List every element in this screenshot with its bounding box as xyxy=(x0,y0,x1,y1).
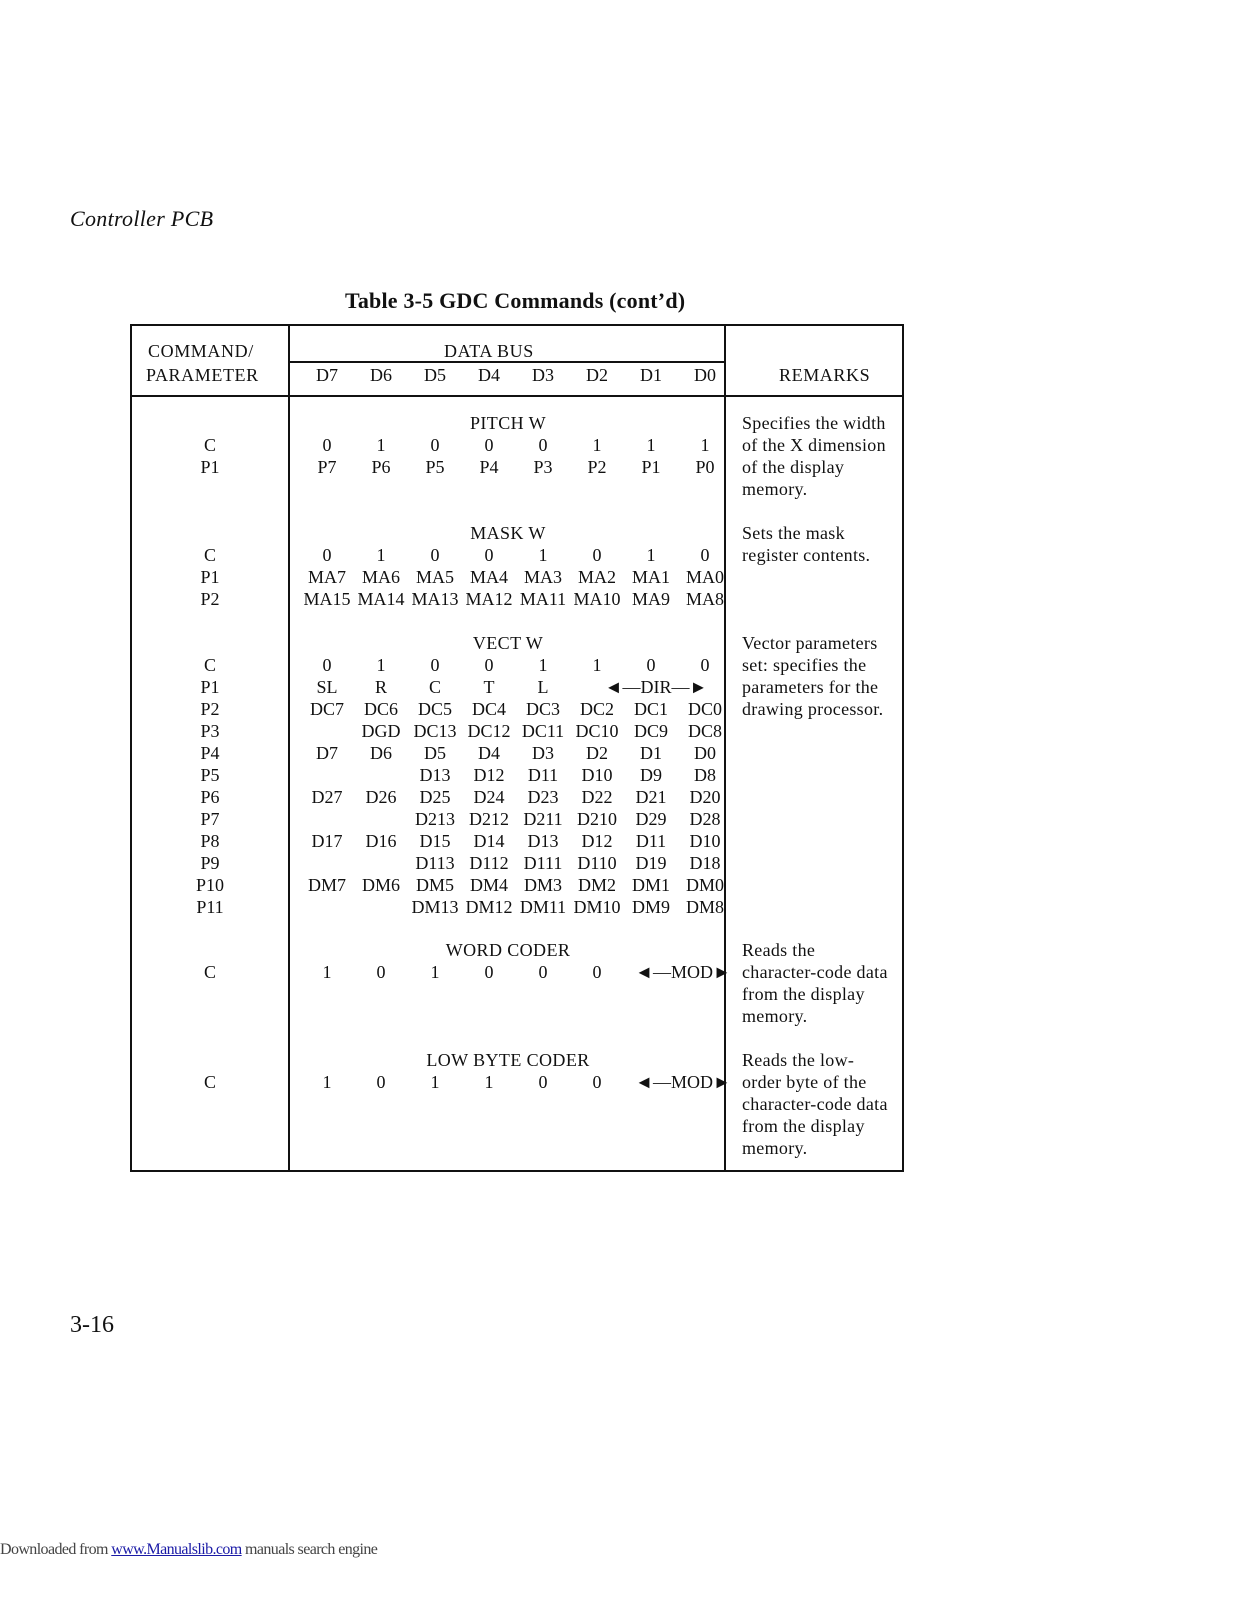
bit-cell: P6 xyxy=(371,457,391,477)
bit-cell: DM0 xyxy=(685,875,724,895)
bit-cell: 1 xyxy=(322,1072,332,1092)
footer-suffix: manuals search engine xyxy=(241,1541,378,1558)
page-number: 3-16 xyxy=(70,1312,114,1338)
remark-line: from the display xyxy=(742,1116,865,1136)
bit-cell: D7 xyxy=(316,743,338,763)
command-name: PITCH W xyxy=(470,413,546,433)
row-label: C xyxy=(203,1072,216,1092)
row-label: C xyxy=(203,435,216,455)
bit-cell: D3 xyxy=(532,743,554,763)
bit-cell: 0 xyxy=(700,655,710,675)
bit-cell: D4 xyxy=(478,743,500,763)
bit-cell: D0 xyxy=(694,743,716,763)
bit-cell: P5 xyxy=(425,457,445,477)
bit-cell: 0 xyxy=(430,545,440,565)
bit-cell: D18 xyxy=(689,853,721,873)
bit-header-d5: D5 xyxy=(424,365,446,385)
bit-cell: MA15 xyxy=(303,589,351,609)
remark-line: set: specifies the xyxy=(742,655,867,675)
remark-line: of the display xyxy=(742,457,845,477)
remark-line: parameters for the xyxy=(742,677,879,697)
remarks-header: REMARKS xyxy=(779,365,871,385)
bit-cell: 0 xyxy=(592,545,602,565)
bit-cell: D8 xyxy=(694,765,716,785)
bit-cell: D20 xyxy=(689,787,721,807)
bit-header-d1: D1 xyxy=(640,365,662,385)
running-head: Controller PCB xyxy=(70,206,214,231)
command-name: WORD CODER xyxy=(445,940,571,960)
bit-cell: 1 xyxy=(484,1072,494,1092)
bit-cell: D14 xyxy=(473,831,505,851)
bit-cell: DC2 xyxy=(579,699,614,719)
bit-cell: D113 xyxy=(415,853,455,873)
bit-cell: DC4 xyxy=(471,699,506,719)
bit-cell: P3 xyxy=(533,457,553,477)
bit-cell: MA13 xyxy=(411,589,459,609)
bit-cell: D112 xyxy=(469,853,509,873)
bit-cell: DM5 xyxy=(415,875,454,895)
remark-line: drawing processor. xyxy=(742,699,884,719)
bit-cell: 0 xyxy=(592,962,602,982)
bit-cell: MA9 xyxy=(631,589,670,609)
bit-header-d3: D3 xyxy=(532,365,554,385)
row-label: C xyxy=(203,545,216,565)
bit-cell: MA11 xyxy=(519,589,567,609)
bit-cell: 1 xyxy=(646,545,656,565)
row-label: P6 xyxy=(200,787,220,807)
bit-cell: D11 xyxy=(527,765,559,785)
row-label: P2 xyxy=(200,589,220,609)
bit-cell: D27 xyxy=(311,787,343,807)
row-label: P7 xyxy=(200,809,220,829)
bit-cell: 0 xyxy=(538,435,548,455)
bit-cell: D19 xyxy=(635,853,667,873)
bit-cell: DC12 xyxy=(467,721,511,741)
bit-cell: MA2 xyxy=(577,567,616,587)
remark-line: register contents. xyxy=(742,545,871,565)
bit-cell: D111 xyxy=(523,853,563,873)
bit-cell: P7 xyxy=(317,457,337,477)
bit-cell: MA0 xyxy=(685,567,724,587)
command-name: MASK W xyxy=(470,523,546,543)
bit-cell: 1 xyxy=(376,545,386,565)
bit-cell: DM7 xyxy=(307,875,346,895)
footer-prefix: Downloaded from xyxy=(0,1541,112,1558)
bit-cell: MA1 xyxy=(631,567,670,587)
row-label: P1 xyxy=(200,677,220,697)
remark-line: Reads the xyxy=(742,940,816,960)
bit-cell: D23 xyxy=(527,787,559,807)
bit-cell: 0 xyxy=(322,435,332,455)
download-footer xyxy=(0,1541,377,1559)
row-label: P8 xyxy=(200,831,220,851)
bit-cell: DM3 xyxy=(523,875,562,895)
command-remarks xyxy=(742,522,902,566)
bit-cell: D2 xyxy=(586,743,608,763)
bit-cell: DC10 xyxy=(575,721,619,741)
bit-cell: DM4 xyxy=(469,875,508,895)
bit-cell: 1 xyxy=(646,435,656,455)
bit-cell: DM9 xyxy=(631,897,670,917)
bit-cell: 0 xyxy=(484,545,494,565)
bit-cell: SL xyxy=(316,677,338,697)
bit-cell: 1 xyxy=(700,435,710,455)
bit-cell: 0 xyxy=(376,1072,386,1092)
bit-header-d7: D7 xyxy=(316,365,338,385)
bit-field-span: ◄—MOD► xyxy=(635,962,731,982)
bit-cell: D29 xyxy=(635,809,667,829)
bit-cell: 0 xyxy=(376,962,386,982)
bit-cell: P2 xyxy=(587,457,607,477)
bit-cell: 0 xyxy=(538,1072,548,1092)
bit-cell: 0 xyxy=(430,655,440,675)
bit-cell: 1 xyxy=(538,655,548,675)
bit-cell: D24 xyxy=(473,787,505,807)
remark-line: Vector parameters xyxy=(742,633,878,653)
bit-header-d2: D2 xyxy=(586,365,608,385)
bit-cell: D16 xyxy=(365,831,397,851)
bit-header-d6: D6 xyxy=(370,365,392,385)
bit-cell: D6 xyxy=(370,743,392,763)
bit-cell: DC7 xyxy=(309,699,344,719)
bit-cell: DC6 xyxy=(363,699,398,719)
bit-cell: 0 xyxy=(592,1072,602,1092)
gdc-commands-table xyxy=(130,324,904,1172)
bit-cell: D212 xyxy=(469,809,509,829)
bit-cell: MA10 xyxy=(573,589,621,609)
data-bus-header: DATA BUS xyxy=(444,341,534,361)
bit-cell: 0 xyxy=(646,655,656,675)
bit-cell: DM8 xyxy=(685,897,724,917)
bit-cell: 0 xyxy=(484,435,494,455)
bit-cell: D5 xyxy=(424,743,446,763)
bit-cell: P4 xyxy=(479,457,499,477)
bit-cell: D10 xyxy=(581,765,613,785)
bit-cell: MA7 xyxy=(307,567,346,587)
bit-cell: D9 xyxy=(640,765,662,785)
bit-cell: P1 xyxy=(641,457,661,477)
bit-cell: MA4 xyxy=(469,567,508,587)
bit-cell: D11 xyxy=(635,831,667,851)
bit-cell: DM12 xyxy=(465,897,513,917)
bit-cell: C xyxy=(428,677,441,697)
bit-header-d0: D0 xyxy=(694,365,716,385)
bit-cell: D213 xyxy=(415,809,455,829)
bit-cell: D15 xyxy=(419,831,451,851)
header-divider xyxy=(132,395,902,397)
bit-cell: D110 xyxy=(577,853,617,873)
bit-cell: 0 xyxy=(322,545,332,565)
bit-field-span: ◄—DIR—► xyxy=(604,677,708,697)
bit-cell: D28 xyxy=(689,809,721,829)
bit-cell: D13 xyxy=(527,831,559,851)
bit-cell: DC13 xyxy=(413,721,457,741)
bit-cell: DC3 xyxy=(525,699,560,719)
bit-cell: DC5 xyxy=(417,699,452,719)
remark-line: order byte of the xyxy=(742,1072,867,1092)
remark-line: memory. xyxy=(742,1138,808,1158)
bit-cell: 1 xyxy=(430,1072,440,1092)
row-label: P11 xyxy=(196,897,224,917)
bit-cell: 0 xyxy=(322,655,332,675)
remark-line: memory. xyxy=(742,479,808,499)
bit-cell: L xyxy=(537,677,549,697)
bit-cell: 1 xyxy=(592,655,602,675)
row-label: P4 xyxy=(200,743,220,763)
command-remarks xyxy=(742,632,902,720)
bit-cell: DC9 xyxy=(633,721,668,741)
row-label: C xyxy=(203,655,216,675)
bit-cell: DGD xyxy=(361,721,401,741)
bit-cell: 1 xyxy=(376,655,386,675)
bit-header-d4: D4 xyxy=(478,365,500,385)
bit-cell: D26 xyxy=(365,787,397,807)
bit-cell: DC0 xyxy=(687,699,722,719)
bit-cell: D25 xyxy=(419,787,451,807)
row-label: P5 xyxy=(200,765,220,785)
bit-cell: MA14 xyxy=(357,589,405,609)
command-header-line1: COMMAND/ xyxy=(148,341,254,361)
remark-line: of the X dimension xyxy=(742,435,886,455)
command-remarks xyxy=(742,1049,902,1159)
bit-cell: DM2 xyxy=(577,875,616,895)
bit-cell: DM6 xyxy=(361,875,400,895)
bit-cell: D1 xyxy=(640,743,662,763)
table-title: Table 3-5 GDC Commands (cont’d) xyxy=(345,288,686,313)
row-label: P9 xyxy=(200,853,220,873)
bit-cell: 1 xyxy=(538,545,548,565)
bit-cell: DM13 xyxy=(411,897,459,917)
bit-cell: DM11 xyxy=(519,897,567,917)
bit-cell: 0 xyxy=(700,545,710,565)
bit-cell: DC8 xyxy=(687,721,722,741)
command-remarks xyxy=(742,412,902,500)
bit-cell: 0 xyxy=(484,962,494,982)
bit-cell: DM10 xyxy=(573,897,621,917)
remark-line: character-code data xyxy=(742,962,888,982)
remark-line: character-code data xyxy=(742,1094,888,1114)
bit-cell: 0 xyxy=(430,435,440,455)
bit-cell: 1 xyxy=(592,435,602,455)
row-label: P3 xyxy=(200,721,220,741)
bit-cell: D21 xyxy=(635,787,667,807)
row-label: P10 xyxy=(195,875,224,895)
bit-cell: D22 xyxy=(581,787,613,807)
remark-line: Reads the low- xyxy=(742,1050,855,1070)
row-label: P2 xyxy=(200,699,220,719)
bit-cell: 0 xyxy=(484,655,494,675)
bit-cell: 0 xyxy=(538,962,548,982)
manualslib-link[interactable]: www.Manualslib.com xyxy=(111,1541,242,1558)
bit-cell: D210 xyxy=(577,809,617,829)
row-label: P1 xyxy=(200,457,220,477)
remark-line: from the display xyxy=(742,984,865,1004)
bit-cell: MA5 xyxy=(415,567,454,587)
command-name: LOW BYTE CODER xyxy=(426,1050,590,1070)
bit-cell: D12 xyxy=(581,831,613,851)
bit-cell: MA12 xyxy=(465,589,513,609)
row-label: C xyxy=(203,962,216,982)
bit-cell: T xyxy=(483,677,495,697)
bit-field-span: ◄—MOD► xyxy=(635,1072,731,1092)
bit-cell: 1 xyxy=(322,962,332,982)
bit-cell: D13 xyxy=(419,765,451,785)
bit-cell: R xyxy=(374,677,387,697)
remark-line: memory. xyxy=(742,1006,808,1026)
bit-cell: MA6 xyxy=(361,567,400,587)
column-divider xyxy=(288,326,290,1170)
command-header-line2: PARAMETER xyxy=(146,365,259,385)
bit-cell: P0 xyxy=(695,457,715,477)
remark-line: Sets the mask xyxy=(742,523,845,543)
bit-cell: DC11 xyxy=(521,721,565,741)
bit-cell: DM1 xyxy=(631,875,670,895)
command-remarks xyxy=(742,939,902,1027)
bit-cell: MA8 xyxy=(685,589,724,609)
bit-cell: D12 xyxy=(473,765,505,785)
bit-cell: D211 xyxy=(523,809,563,829)
row-label: P1 xyxy=(200,567,220,587)
command-name: VECT W xyxy=(472,633,544,653)
bit-cell: 1 xyxy=(430,962,440,982)
bit-cell: 1 xyxy=(376,435,386,455)
bit-cell: DC1 xyxy=(633,699,668,719)
bit-cell: MA3 xyxy=(523,567,562,587)
bit-cell: D17 xyxy=(311,831,343,851)
remark-line: Specifies the width xyxy=(742,413,886,433)
bit-cell: D10 xyxy=(689,831,721,851)
